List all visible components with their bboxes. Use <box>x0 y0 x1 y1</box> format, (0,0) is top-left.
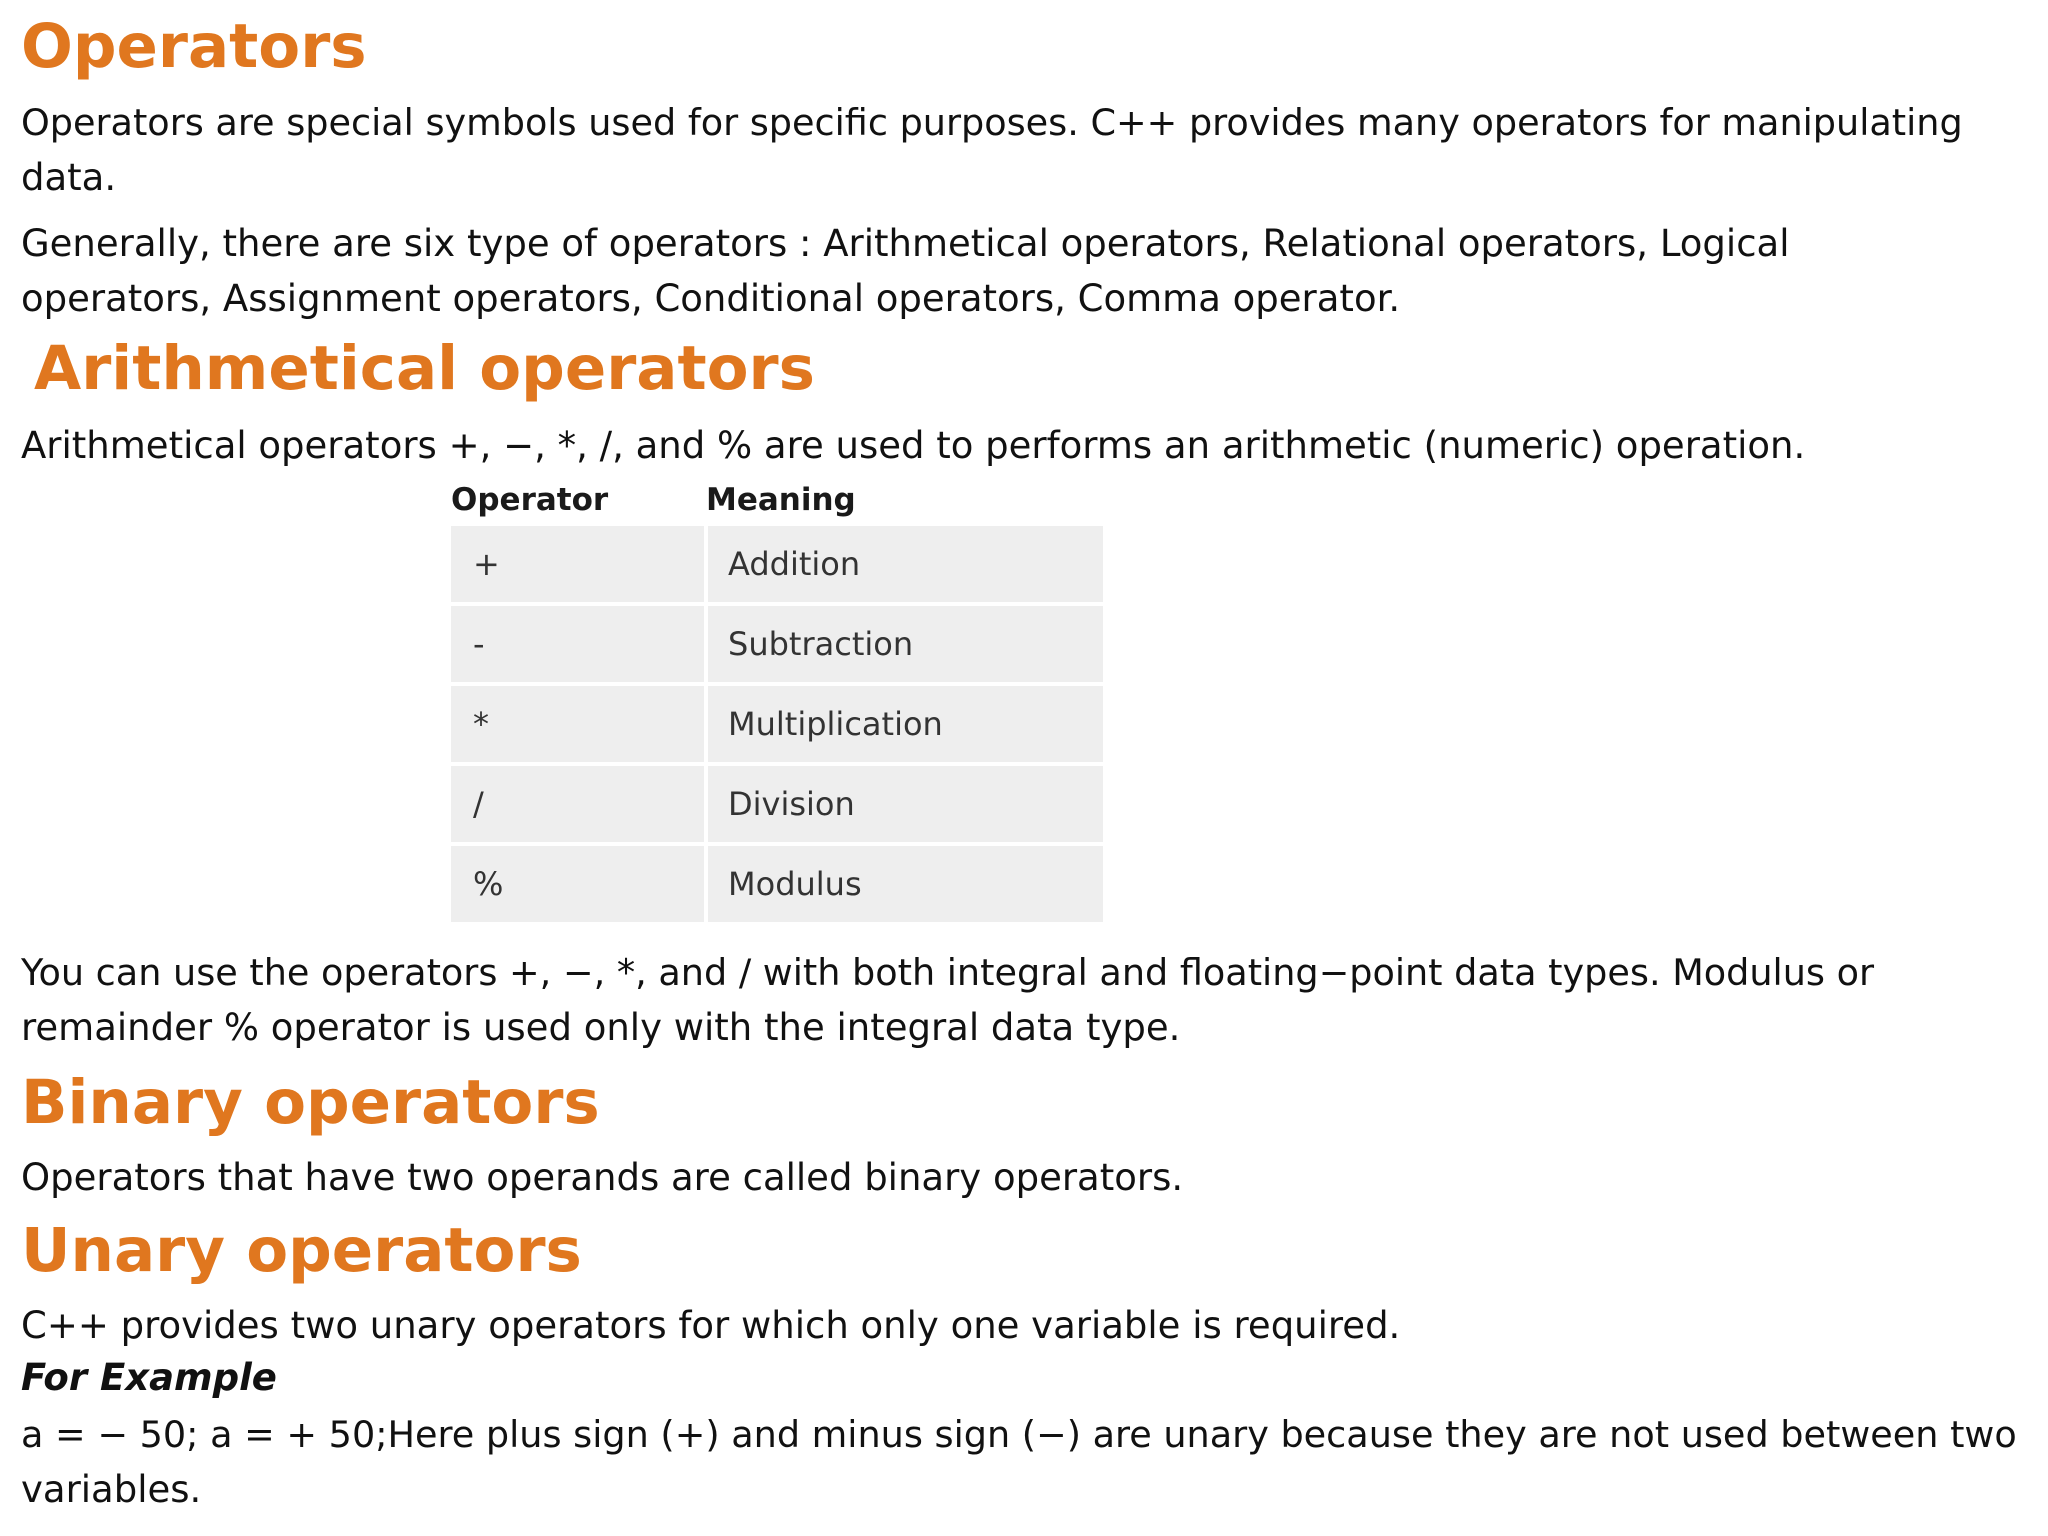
operators-paragraph-1-line-1: Operators are special symbols used for specific purposes. C++ provides many operators for manipulating <box>21 101 1963 144</box>
unary-text: C++ provides two unary operators for which only one variable is required. <box>21 1304 1401 1347</box>
arithmetical-after-line-2: remainder % operator is used only with the integral data type. <box>21 1006 1181 1049</box>
table-cell-meaning: Division <box>708 766 1103 842</box>
table-cell-meaning: Subtraction <box>708 606 1103 682</box>
table-header-row <box>451 482 1103 526</box>
table-row <box>451 766 1103 846</box>
arithmetical-after-line-1: You can use the operators +, −, *, and / with both integral and floating−point data types. Modulus or <box>21 951 1874 994</box>
table-cell-operator: / <box>451 766 704 842</box>
table-cell-operator: - <box>451 606 704 682</box>
table-cell-operator: * <box>451 686 704 762</box>
unary-example-line-1: a = − 50; a = + 50;Here plus sign (+) and minus sign (−) are unary because they are not used between two <box>21 1413 2017 1456</box>
operators-table <box>451 482 1103 926</box>
operators-paragraph-2-line-2: operators, Assignment operators, Conditional operators, Comma operator. <box>21 277 1401 320</box>
table-row <box>451 686 1103 766</box>
unary-example-line-2: variables. <box>21 1468 202 1511</box>
for-example-label: For Example <box>21 1356 277 1399</box>
table-cell-operator: % <box>451 846 704 922</box>
arithmetical-intro: Arithmetical operators +, −, *, /, and % are used to performs an arithmetic (numeric) operation. <box>21 424 1806 467</box>
table-row <box>451 526 1103 606</box>
table-cell-meaning: Addition <box>708 526 1103 602</box>
binary-text: Operators that have two operands are called binary operators. <box>21 1156 1184 1199</box>
table-row <box>451 846 1103 926</box>
table-header-operator: Operator <box>451 482 609 518</box>
table-cell-meaning: Modulus <box>708 846 1103 922</box>
heading-binary-operators: Binary operators <box>21 1067 600 1138</box>
table-row <box>451 606 1103 686</box>
heading-arithmetical-operators: Arithmetical operators <box>34 333 815 404</box>
operators-paragraph-2-line-1: Generally, there are six type of operators : Arithmetical operators, Relational operators, Logical <box>21 222 1790 265</box>
table-cell-meaning: Multiplication <box>708 686 1103 762</box>
heading-operators: Operators <box>21 11 367 82</box>
table-header-meaning: Meaning <box>706 482 856 518</box>
table-cell-operator: + <box>451 526 704 602</box>
operators-paragraph-1-line-2: data. <box>21 156 117 199</box>
heading-unary-operators: Unary operators <box>21 1215 582 1286</box>
